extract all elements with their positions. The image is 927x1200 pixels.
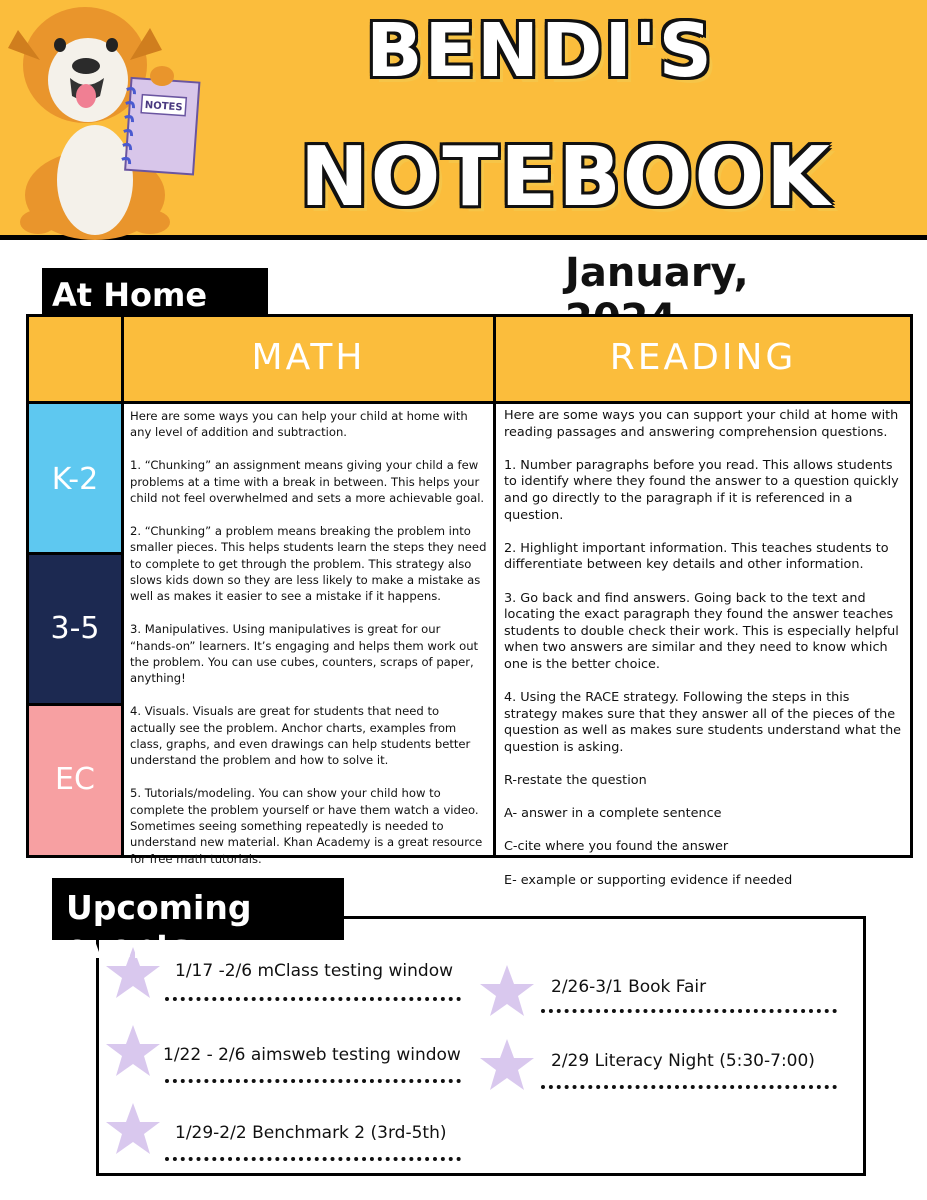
event-item: [479, 963, 849, 1033]
race-line: C-cite where you found the answer: [504, 839, 729, 855]
reading-paragraph: 2. Highlight important information. This teaches students to differentiate between key details and other information.: [504, 540, 889, 573]
reading-header: READING: [496, 317, 910, 401]
reading-tips: [496, 404, 910, 888]
star-icon: [479, 963, 535, 1019]
tips-table: [26, 314, 913, 888]
math-paragraph: 3. Manipulatives. Using manipulatives is great for our “hands-on” learners. It’s engaging and helps them work out the problem. You can use cubes, counters, scraps of paper, anything!: [130, 622, 479, 686]
grade-ec: EC: [29, 706, 121, 855]
grade-k2: K-2: [29, 404, 121, 552]
math-tips: [124, 404, 493, 866]
corner-cell: [29, 317, 121, 401]
reading-paragraph: 3. Go back and find answers. Going back to the text and locating the exact paragraph they found the answer teaches students to double check their work. This is especially helpful when two answers are similar and they need to know which one is the better choice.: [504, 590, 899, 672]
title-notebook: NOTEBOOK: [300, 130, 832, 225]
upcoming-events-box: [96, 916, 866, 1176]
dotted-line: [541, 1085, 837, 1089]
dotted-line: [165, 997, 461, 1001]
notes-label: NOTES: [144, 99, 183, 114]
event-text: 2/26-3/1 Book Fair: [551, 977, 707, 997]
dotted-line: [541, 1009, 837, 1013]
event-text: 1/29-2/2 Benchmark 2 (3rd-5th): [175, 1123, 447, 1143]
race-line: A- answer in a complete sentence: [504, 806, 722, 822]
race-line: R-restate the question: [504, 773, 647, 789]
bulldog-mascot-icon: [0, 0, 210, 240]
title-bendis: BENDI'S: [366, 8, 714, 94]
newsletter-date: January,: [565, 250, 749, 296]
math-paragraph: 2. “Chunking” a problem means breaking the problem into smaller pieces. This helps students learn the steps they need to complete to get through the problem. This strategy also slows kids down so they are less likely to make a mistake as well as makes it easier to see a mistake if it happens.: [130, 523, 487, 604]
event-text: 1/17 -2/6 mClass testing window: [175, 961, 454, 981]
math-paragraph: 5. Tutorials/modeling. You can show your child how to complete the problem yourself or have them watch a video. Sometimes seeing something repeatedly is needed to understand new material. Khan Academy is a great resource for free math tutorials.: [130, 786, 483, 866]
math-paragraph: 1. “Chunking” an assignment means giving your child a few problems at a time with a break in between. This helps your child not feel overwhelmed and sets a more achievable goal.: [130, 458, 485, 506]
star-icon: [105, 1023, 161, 1079]
race-line: E- example or supporting evidence if needed: [504, 872, 793, 888]
grade-3-5: 3-5: [29, 555, 121, 703]
math-header: MATH: [124, 317, 493, 401]
dotted-line: [165, 1157, 461, 1161]
upcoming-events-label: Upcoming events:: [52, 878, 344, 940]
event-text: 2/29 Literacy Night (5:30-7:00): [551, 1051, 815, 1071]
star-icon: [105, 1101, 161, 1157]
math-paragraph: 4. Visuals. Visuals are great for students that need to actually see the problem. Anchor charts, examples from class, graphs, and even drawings can help students better understand the problem and how to solve it.: [130, 704, 471, 768]
reading-paragraph: 4. Using the RACE strategy. Following the steps in this strategy makes sure that they answer all of the pieces of the question as well as makes sure students understand what the question is asking.: [504, 690, 902, 755]
event-item: [105, 1101, 465, 1171]
event-item: [479, 1037, 849, 1107]
reading-paragraph: 1. Number paragraphs before you read. This allows students to identify where they found the answer to a question quickly and go directly to the paragraph if it is referenced in a question.: [504, 457, 899, 523]
at-home-tips-label: At Home: [42, 268, 268, 324]
event-text: 1/22 - 2/6 aimsweb testing window: [163, 1045, 461, 1065]
star-icon: [479, 1037, 535, 1093]
dotted-line: [165, 1079, 461, 1083]
reading-paragraph: Here are some ways you can support your child at home with reading passages and answering comprehension questions.: [504, 408, 899, 440]
event-item: [105, 1023, 465, 1093]
math-paragraph: Here are some ways you can help your child at home with any level of addition and subtraction.: [130, 409, 468, 440]
